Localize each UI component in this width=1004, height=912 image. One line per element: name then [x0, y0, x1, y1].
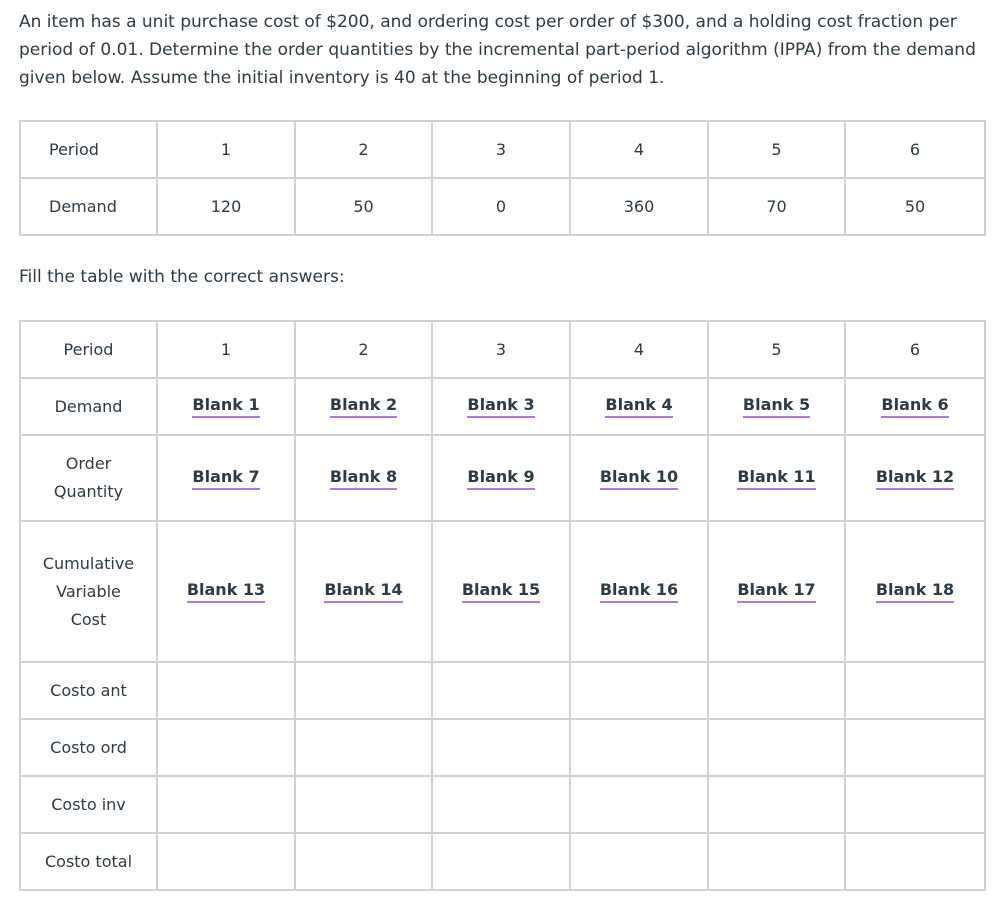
blank-cell: [432, 435, 570, 521]
empty-cell: [570, 662, 708, 719]
label-line: Variable: [56, 581, 121, 601]
blank-12-input[interactable]: Blank 12: [876, 467, 954, 490]
empty-cell: [432, 719, 570, 776]
empty-cell: [157, 662, 295, 719]
label-line: Order: [65, 454, 112, 473]
costo-total-row-header: Costo total: [20, 833, 157, 890]
demand-row-header: Demand: [20, 378, 157, 435]
table-row: [20, 121, 985, 178]
blank-cell: [845, 435, 985, 521]
period-cell: 2: [295, 321, 432, 378]
period-cell: 3: [432, 321, 570, 378]
cumulative-cost-row-header: [20, 521, 157, 662]
fill-instruction: Fill the table with the correct answers:: [19, 267, 345, 287]
blank-cell: [157, 435, 295, 521]
blank-cell: [570, 521, 708, 662]
blank-15-input[interactable]: Blank 15: [462, 580, 540, 603]
blank-3-input[interactable]: Blank 3: [467, 395, 534, 418]
blank-cell: [432, 521, 570, 662]
demand-cell: 70: [708, 178, 845, 235]
empty-cell: [157, 776, 295, 833]
empty-cell: [157, 833, 295, 890]
period-cell: 4: [570, 321, 708, 378]
costo-ant-row-header: Costo ant: [20, 662, 157, 719]
demand-table: [19, 120, 986, 236]
blank-cell: [845, 378, 985, 435]
empty-cell: [432, 662, 570, 719]
period-cell: 6: [845, 321, 985, 378]
blank-cell: [845, 521, 985, 662]
costo-ord-row-header: Costo ord: [20, 719, 157, 776]
demand-cell: 0: [432, 178, 570, 235]
blank-10-input[interactable]: Blank 10: [600, 467, 678, 490]
blank-7-input[interactable]: Blank 7: [192, 467, 259, 490]
blank-cell: [157, 521, 295, 662]
blank-17-input[interactable]: Blank 17: [737, 580, 815, 603]
blank-5-input[interactable]: Blank 5: [743, 395, 810, 418]
empty-cell: [845, 719, 985, 776]
empty-cell: [295, 719, 432, 776]
blank-16-input[interactable]: Blank 16: [600, 580, 678, 603]
table-row: [20, 776, 985, 833]
blank-8-input[interactable]: Blank 8: [330, 467, 397, 490]
order-quantity-row-header: [20, 435, 157, 521]
period-cell: 3: [432, 121, 570, 178]
question-line: period of 0.01. Determine the order quantities by the incremental part-period algorithm (IPPA) from the demand: [19, 40, 976, 60]
period-cell: 1: [157, 121, 295, 178]
demand-cell: 360: [570, 178, 708, 235]
empty-cell: [708, 719, 845, 776]
demand-cell: 50: [845, 178, 985, 235]
empty-cell: [157, 719, 295, 776]
empty-cell: [708, 833, 845, 890]
label-line: Cumulative: [42, 553, 135, 573]
table-row: [20, 521, 985, 662]
period-cell: 1: [157, 321, 295, 378]
blank-18-input[interactable]: Blank 18: [876, 580, 954, 603]
blank-1-input[interactable]: Blank 1: [192, 395, 259, 418]
label-line: Cost: [70, 609, 107, 629]
question-text: [19, 8, 979, 92]
blank-cell: [708, 378, 845, 435]
table-row: [20, 378, 985, 435]
table-row: [20, 662, 985, 719]
blank-cell: [570, 378, 708, 435]
empty-cell: [570, 776, 708, 833]
demand-row-header: Demand: [20, 178, 157, 235]
table-row: [20, 833, 985, 890]
period-cell: 5: [708, 121, 845, 178]
empty-cell: [845, 662, 985, 719]
blank-cell: [295, 378, 432, 435]
period-row-header: Period: [20, 321, 157, 378]
period-row-header: Period: [20, 121, 157, 178]
empty-cell: [570, 719, 708, 776]
demand-cell: 120: [157, 178, 295, 235]
empty-cell: [295, 776, 432, 833]
costo-inv-row-header: Costo inv: [20, 776, 157, 833]
empty-cell: [845, 776, 985, 833]
empty-cell: [845, 833, 985, 890]
question-line: given below. Assume the initial inventory is 40 at the beginning of period 1.: [19, 68, 665, 88]
question-line: An item has a unit purchase cost of $200, and ordering cost per order of $300, and a holding cost fraction per: [19, 12, 957, 32]
empty-cell: [295, 833, 432, 890]
blank-cell: [432, 378, 570, 435]
answer-table: [19, 320, 986, 891]
blank-14-input[interactable]: Blank 14: [324, 580, 402, 603]
blank-cell: [295, 435, 432, 521]
blank-cell: [295, 521, 432, 662]
period-cell: 5: [708, 321, 845, 378]
period-cell: 4: [570, 121, 708, 178]
empty-cell: [708, 662, 845, 719]
empty-cell: [432, 776, 570, 833]
period-cell: 6: [845, 121, 985, 178]
empty-cell: [570, 833, 708, 890]
period-cell: 2: [295, 121, 432, 178]
blank-11-input[interactable]: Blank 11: [737, 467, 815, 490]
empty-cell: [708, 776, 845, 833]
blank-4-input[interactable]: Blank 4: [605, 395, 672, 418]
blank-9-input[interactable]: Blank 9: [467, 467, 534, 490]
empty-cell: [295, 662, 432, 719]
label-line: Quantity: [53, 482, 124, 501]
table-row: [20, 435, 985, 521]
empty-cell: [432, 833, 570, 890]
table-row: [20, 178, 985, 235]
table-row: [20, 719, 985, 776]
blank-cell: [708, 435, 845, 521]
blank-2-input[interactable]: Blank 2: [330, 395, 397, 418]
blank-cell: [570, 435, 708, 521]
blank-cell: [708, 521, 845, 662]
blank-6-input[interactable]: Blank 6: [881, 395, 948, 418]
blank-cell: [157, 378, 295, 435]
demand-cell: 50: [295, 178, 432, 235]
blank-13-input[interactable]: Blank 13: [187, 580, 265, 603]
table-row: [20, 321, 985, 378]
